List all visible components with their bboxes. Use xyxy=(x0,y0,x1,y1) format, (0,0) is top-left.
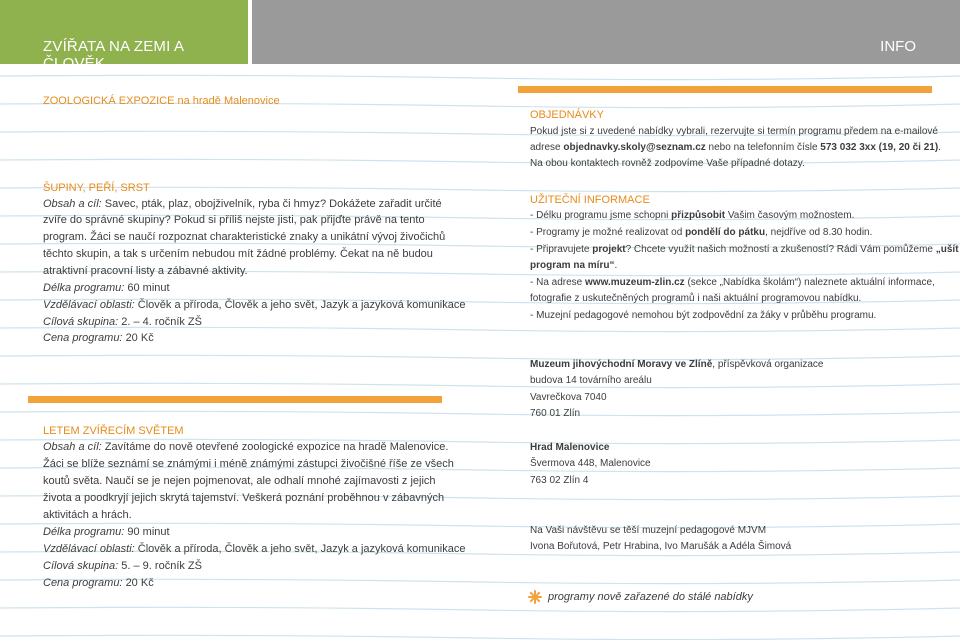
accent-bar-left xyxy=(28,396,442,403)
text: - Délku programu jsme schopni xyxy=(530,210,672,221)
areas-label: Vzdělávací oblasti: xyxy=(43,299,135,311)
text-bold: program na míru“ xyxy=(530,260,615,271)
areas-value: Člověk a příroda, Člověk a jeho svět, Jazyk a jazyková komunikace xyxy=(137,543,466,555)
body-line: Obsah a cíl: Savec, pták, plaz, obojživelník, ryba či hmyz? Dokážete zařadit určité xyxy=(43,198,442,210)
text: , nejdříve od 8.30 hodin. xyxy=(765,227,873,238)
info-title: INFO xyxy=(880,38,916,55)
duration-row xyxy=(43,280,170,297)
header-left-band xyxy=(0,0,248,72)
text: . xyxy=(938,142,941,153)
areas-row xyxy=(43,541,466,558)
text: adrese xyxy=(530,142,564,153)
star-icon xyxy=(528,590,542,604)
legend-note: programy nově zařazené do stálé nabídky xyxy=(548,591,753,603)
address-name: Hrad Malenovice xyxy=(530,442,610,453)
body-line: koutů světa. Naučí se je nejen pojmenovat, ale odhalí mnohé zajímavosti z jejich xyxy=(43,475,436,487)
text: , příspěvková organizace xyxy=(712,359,824,370)
address-line: Švermova 448, Malenovice xyxy=(530,458,651,469)
body-line: atraktivní pracovní listy a zábavné aktivity. xyxy=(43,265,248,277)
header-right-band xyxy=(252,0,960,64)
info-line xyxy=(530,208,854,225)
target-value: 5. – 9. ročník ZŠ xyxy=(121,560,202,572)
address-line: Vavrečkova 7040 xyxy=(530,392,607,403)
section-heading-letem: LETEM ZVÍŘECÍM SVĚTEM xyxy=(43,425,184,437)
info-line xyxy=(530,242,959,259)
text: . xyxy=(614,260,618,271)
text-bold: pondělí do pátku xyxy=(685,227,766,238)
info-line xyxy=(530,275,935,292)
text: - Na adrese xyxy=(530,277,586,288)
org-name: Muzeum jihovýchodní Moravy ve Zlíně xyxy=(530,359,713,370)
body-line: života a poodkryjí jejich skrytá tajemství. Veškerá poznání proběhnou v zábavných xyxy=(43,492,445,504)
price-label: Cena programu: xyxy=(43,577,123,589)
price-value: 20 Kč xyxy=(125,577,154,589)
phone-number: 573 032 3xx (19, 20 či 21) xyxy=(820,142,939,153)
body-line: aktivitách a hrách. xyxy=(43,509,132,521)
duration-label: Délka programu: xyxy=(43,526,125,538)
orders-line xyxy=(530,140,941,157)
price-row xyxy=(43,575,154,592)
email-link[interactable]: objednavky.skoly@seznam.cz xyxy=(563,142,706,153)
text-bold: „ušít xyxy=(935,244,959,255)
body-line: zvíře do správné skupiny? Pokud si příliš nejste jisti, pak přijďte právě na tento xyxy=(43,214,425,226)
section-heading-zoological: ZOOLOGICKÁ EXPOZICE na hradě Malenovice xyxy=(43,95,280,107)
address-line: 760 01 Zlín xyxy=(530,408,581,419)
text: Vašim časovým možnostem. xyxy=(725,210,855,221)
info-line xyxy=(530,225,872,242)
areas-row xyxy=(43,297,466,314)
target-row xyxy=(43,558,202,575)
body-line: program. Žáci se naučí rozpoznat charakteristické znaky a unikátní vývoj živočichů xyxy=(43,231,446,243)
target-value: 2. – 4. ročník ZŠ xyxy=(121,316,202,328)
orders-line: Na obou kontaktech rovněž zodpovíme Vaše případné dotazy. xyxy=(530,158,805,169)
info-heading: UŽITEČNÍ INFORMACE xyxy=(530,194,650,206)
orders-heading: OBJEDNÁVKY xyxy=(530,109,604,121)
info-line: fotografie z uskutečněných programů i naši aktuální programovou nabídku. xyxy=(530,293,862,304)
accent-bar-right xyxy=(518,86,932,93)
target-label: Cílová skupina: xyxy=(43,560,119,572)
text: - Připravujete xyxy=(530,244,593,255)
text: ? Chcete využít našich možností a zkušeností? Rádi Vám pomůžeme xyxy=(625,244,936,255)
address-line: 763 02 Zlín 4 xyxy=(530,475,589,486)
duration-label: Délka programu: xyxy=(43,282,125,294)
address-name xyxy=(530,357,823,374)
body-line: těchto skupin, a tak s určením nebudou mít žádné problémy. Čekat na ně budou xyxy=(43,248,433,260)
text: nebo na telefonním čísle xyxy=(705,142,821,153)
price-label: Cena programu: xyxy=(43,332,123,344)
text-bold: přizpůsobit xyxy=(671,210,726,221)
page-title: ZVÍŘATA NA ZEMI A ČLOVĚK xyxy=(43,38,184,72)
body-line xyxy=(43,439,448,456)
price-value: 20 Kč xyxy=(125,332,154,344)
body-line: Žáci se blíže seznámí se známými i méně známými zástupci živočišné říše ze všech xyxy=(43,458,454,470)
text: (sekce „Nabídka školám“) naleznete aktuální informace, xyxy=(684,277,935,288)
label: Obsah a cíl: xyxy=(43,198,102,210)
price-row xyxy=(43,330,154,347)
duration-value: 90 minut xyxy=(127,526,170,538)
body-text: Zavítáme do nově otevřené zoologické expozice na hradě Malenovice. xyxy=(104,441,449,453)
text: - Programy je možné realizovat od xyxy=(530,227,686,238)
section-heading-supiny: ŠUPINY, PEŘÍ, SRST xyxy=(43,182,150,194)
areas-label: Vzdělávací oblasti: xyxy=(43,543,135,555)
label: Obsah a cíl: xyxy=(43,441,102,453)
orders-line: Pokud jste si z uvedené nabídky vybrali, rezervujte si termín programu předem na e-mailové xyxy=(530,126,938,137)
thanks-line: Ivona Bořutová, Petr Hrabina, Ivo Marušák a Adéla Šimová xyxy=(530,541,792,552)
info-line xyxy=(530,258,617,275)
thanks-line: Na Vaši návštěvu se těší muzejní pedagogové MJVM xyxy=(530,525,767,536)
text-bold: projekt xyxy=(592,244,626,255)
duration-row xyxy=(43,524,170,541)
areas-value: Člověk a příroda, Člověk a jeho svět, Jazyk a jazyková komunikace xyxy=(137,299,466,311)
address-line: budova 14 továrního areálu xyxy=(530,375,652,386)
target-label: Cílová skupina: xyxy=(43,316,119,328)
target-row xyxy=(43,314,202,331)
info-line: - Muzejní pedagogové nemohou být zodpovědní za žáky v průběhu programu. xyxy=(530,310,877,321)
website-link[interactable]: www.muzeum-zlin.cz xyxy=(585,277,685,288)
duration-value: 60 minut xyxy=(127,282,170,294)
